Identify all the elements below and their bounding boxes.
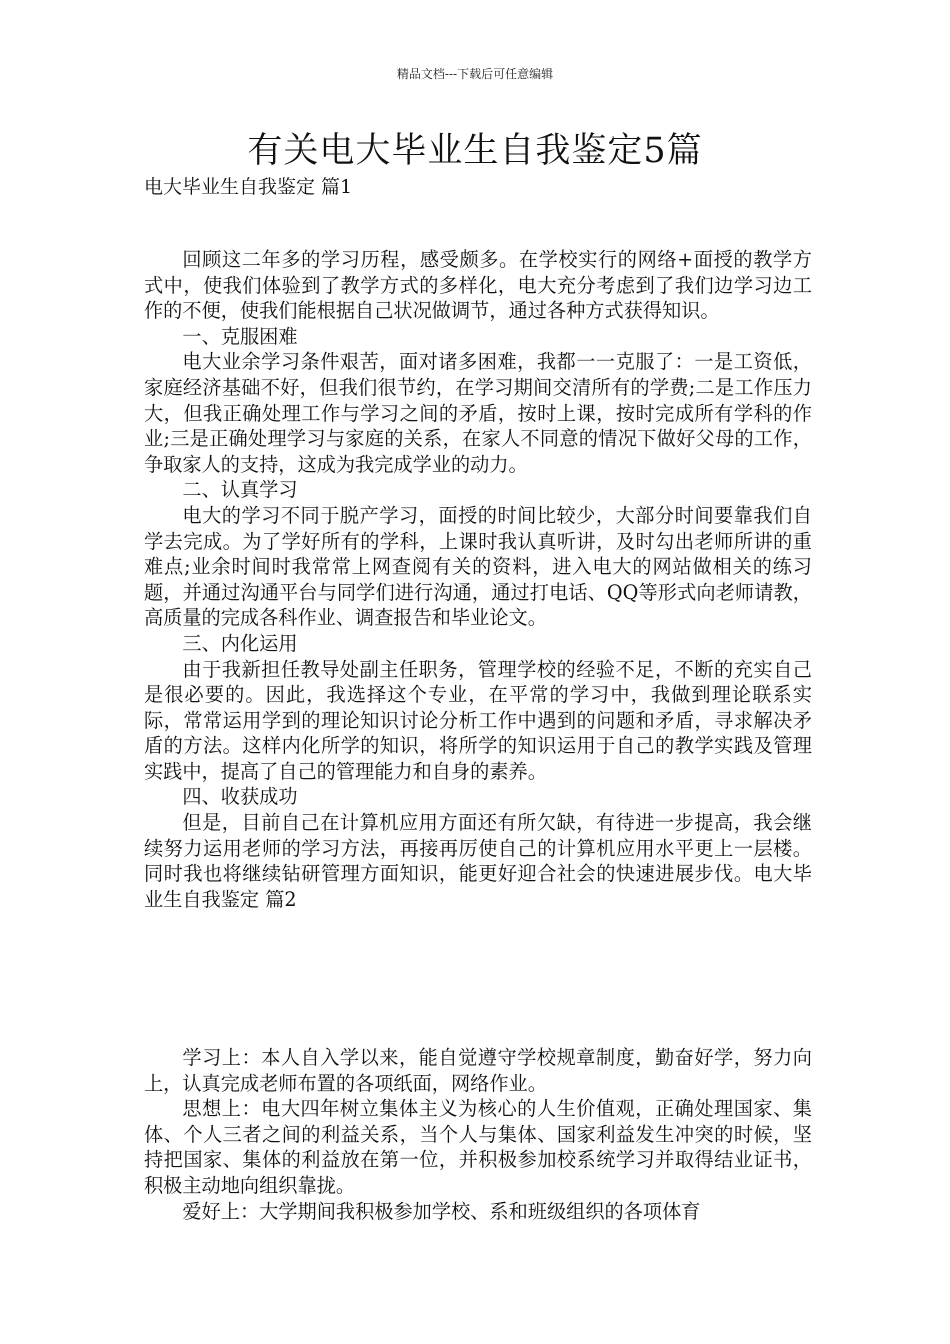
paragraph-overcome-difficulties: 电大业余学习条件艰苦，面对诸多困难，我都一一克服了：一是工资低，家庭经济基础不好，但我们很节约，在学习期间交清所有的学费;二是工作压力大，但我正确处理工作与学习之间的矛盾，按时上课，按时完成所有学科的作业;三是正确处理学习与家庭的关系，在家人不同意的情况下做好父母的工作，争取家人的支持，这成为我完成学业的动力。 bbox=[144, 350, 812, 476]
section-subtitle: 电大毕业生自我鉴定 篇1 bbox=[144, 176, 353, 198]
paragraph-thought: 思想上：电大四年树立集体主义为核心的人生价值观，正确处理国家、集体、个人三者之间的利益关系，当个人与集体、国家利益发生冲突的时候，坚持把国家、集体的利益放在第一位，并积极参加校系统学习并取得结业证书，积极主动地向组织靠拢。 bbox=[144, 1097, 812, 1197]
section-1-body bbox=[144, 247, 812, 912]
heading-study-seriously: 二、认真学习 bbox=[182, 478, 298, 502]
paragraph-success: 但是，目前自己在计算机应用方面还有所欠缺，有待进一步提高，我会继续努力运用老师的学习方法，再接再厉使自己的计算机应用水平更上一层楼。同时我也将继续钻研管理方面知识，能更好迎合社会的快速进展步伐。电大毕业生自我鉴定 篇2 bbox=[144, 811, 812, 911]
paragraph-internalize-apply: 由于我新担任教导处副主任职务，管理学校的经验不足，不断的充实自己是很必要的。因此，我选择这个专业，在平常的学习中，我做到理论联系实际，常常运用学到的理论知识讨论分析工作中遇到的问题和矛盾，寻求解决矛盾的方法。这样内化所学的知识，将所学的知识运用于自己的教学实践及管理实践中，提高了自己的管理能力和自身的素养。 bbox=[144, 657, 812, 783]
header-note: 精品文档---下载后可任意编辑 bbox=[396, 67, 554, 81]
paragraph-hobby: 爱好上：大学期间我积极参加学校、系和班级组织的各项体育 bbox=[182, 1199, 701, 1223]
heading-internalize-apply: 三、内化运用 bbox=[182, 631, 298, 655]
paragraph-study: 学习上：本人自入学以来，能自觉遵守学校规章制度，勤奋好学，努力向上，认真完成老师布置的各项纸面，网络作业。 bbox=[144, 1046, 812, 1095]
section-2-body bbox=[144, 1045, 812, 1224]
document-title: 有关电大毕业生自我鉴定5篇 bbox=[247, 131, 703, 171]
heading-overcome-difficulties: 一、克服困难 bbox=[182, 324, 298, 348]
heading-success: 四、收获成功 bbox=[182, 785, 298, 809]
paragraph-study-seriously: 电大的学习不同于脱产学习，面授的时间比较少，大部分时间要靠我们自学去完成。为了学好所有的学科，上课时我认真听讲，及时勾出老师所讲的重难点;业余时间时我常常上网查阅有关的资料，进入电大的网站做相关的练习题，并通过沟通平台与同学们进行沟通，通过打电话、QQ等形式向老师请教，高质量的完成各科作业、调查报告和毕业论文。 bbox=[144, 503, 812, 630]
intro-paragraph: 回顾这二年多的学习历程，感受颇多。在学校实行的网络+面授的教学方式中，使我们体验到了教学方式的多样化，电大充分考虑到了我们边学习边工作的不便，使我们能根据自己状况做调节，通过各种方式获得知识。 bbox=[144, 248, 812, 323]
